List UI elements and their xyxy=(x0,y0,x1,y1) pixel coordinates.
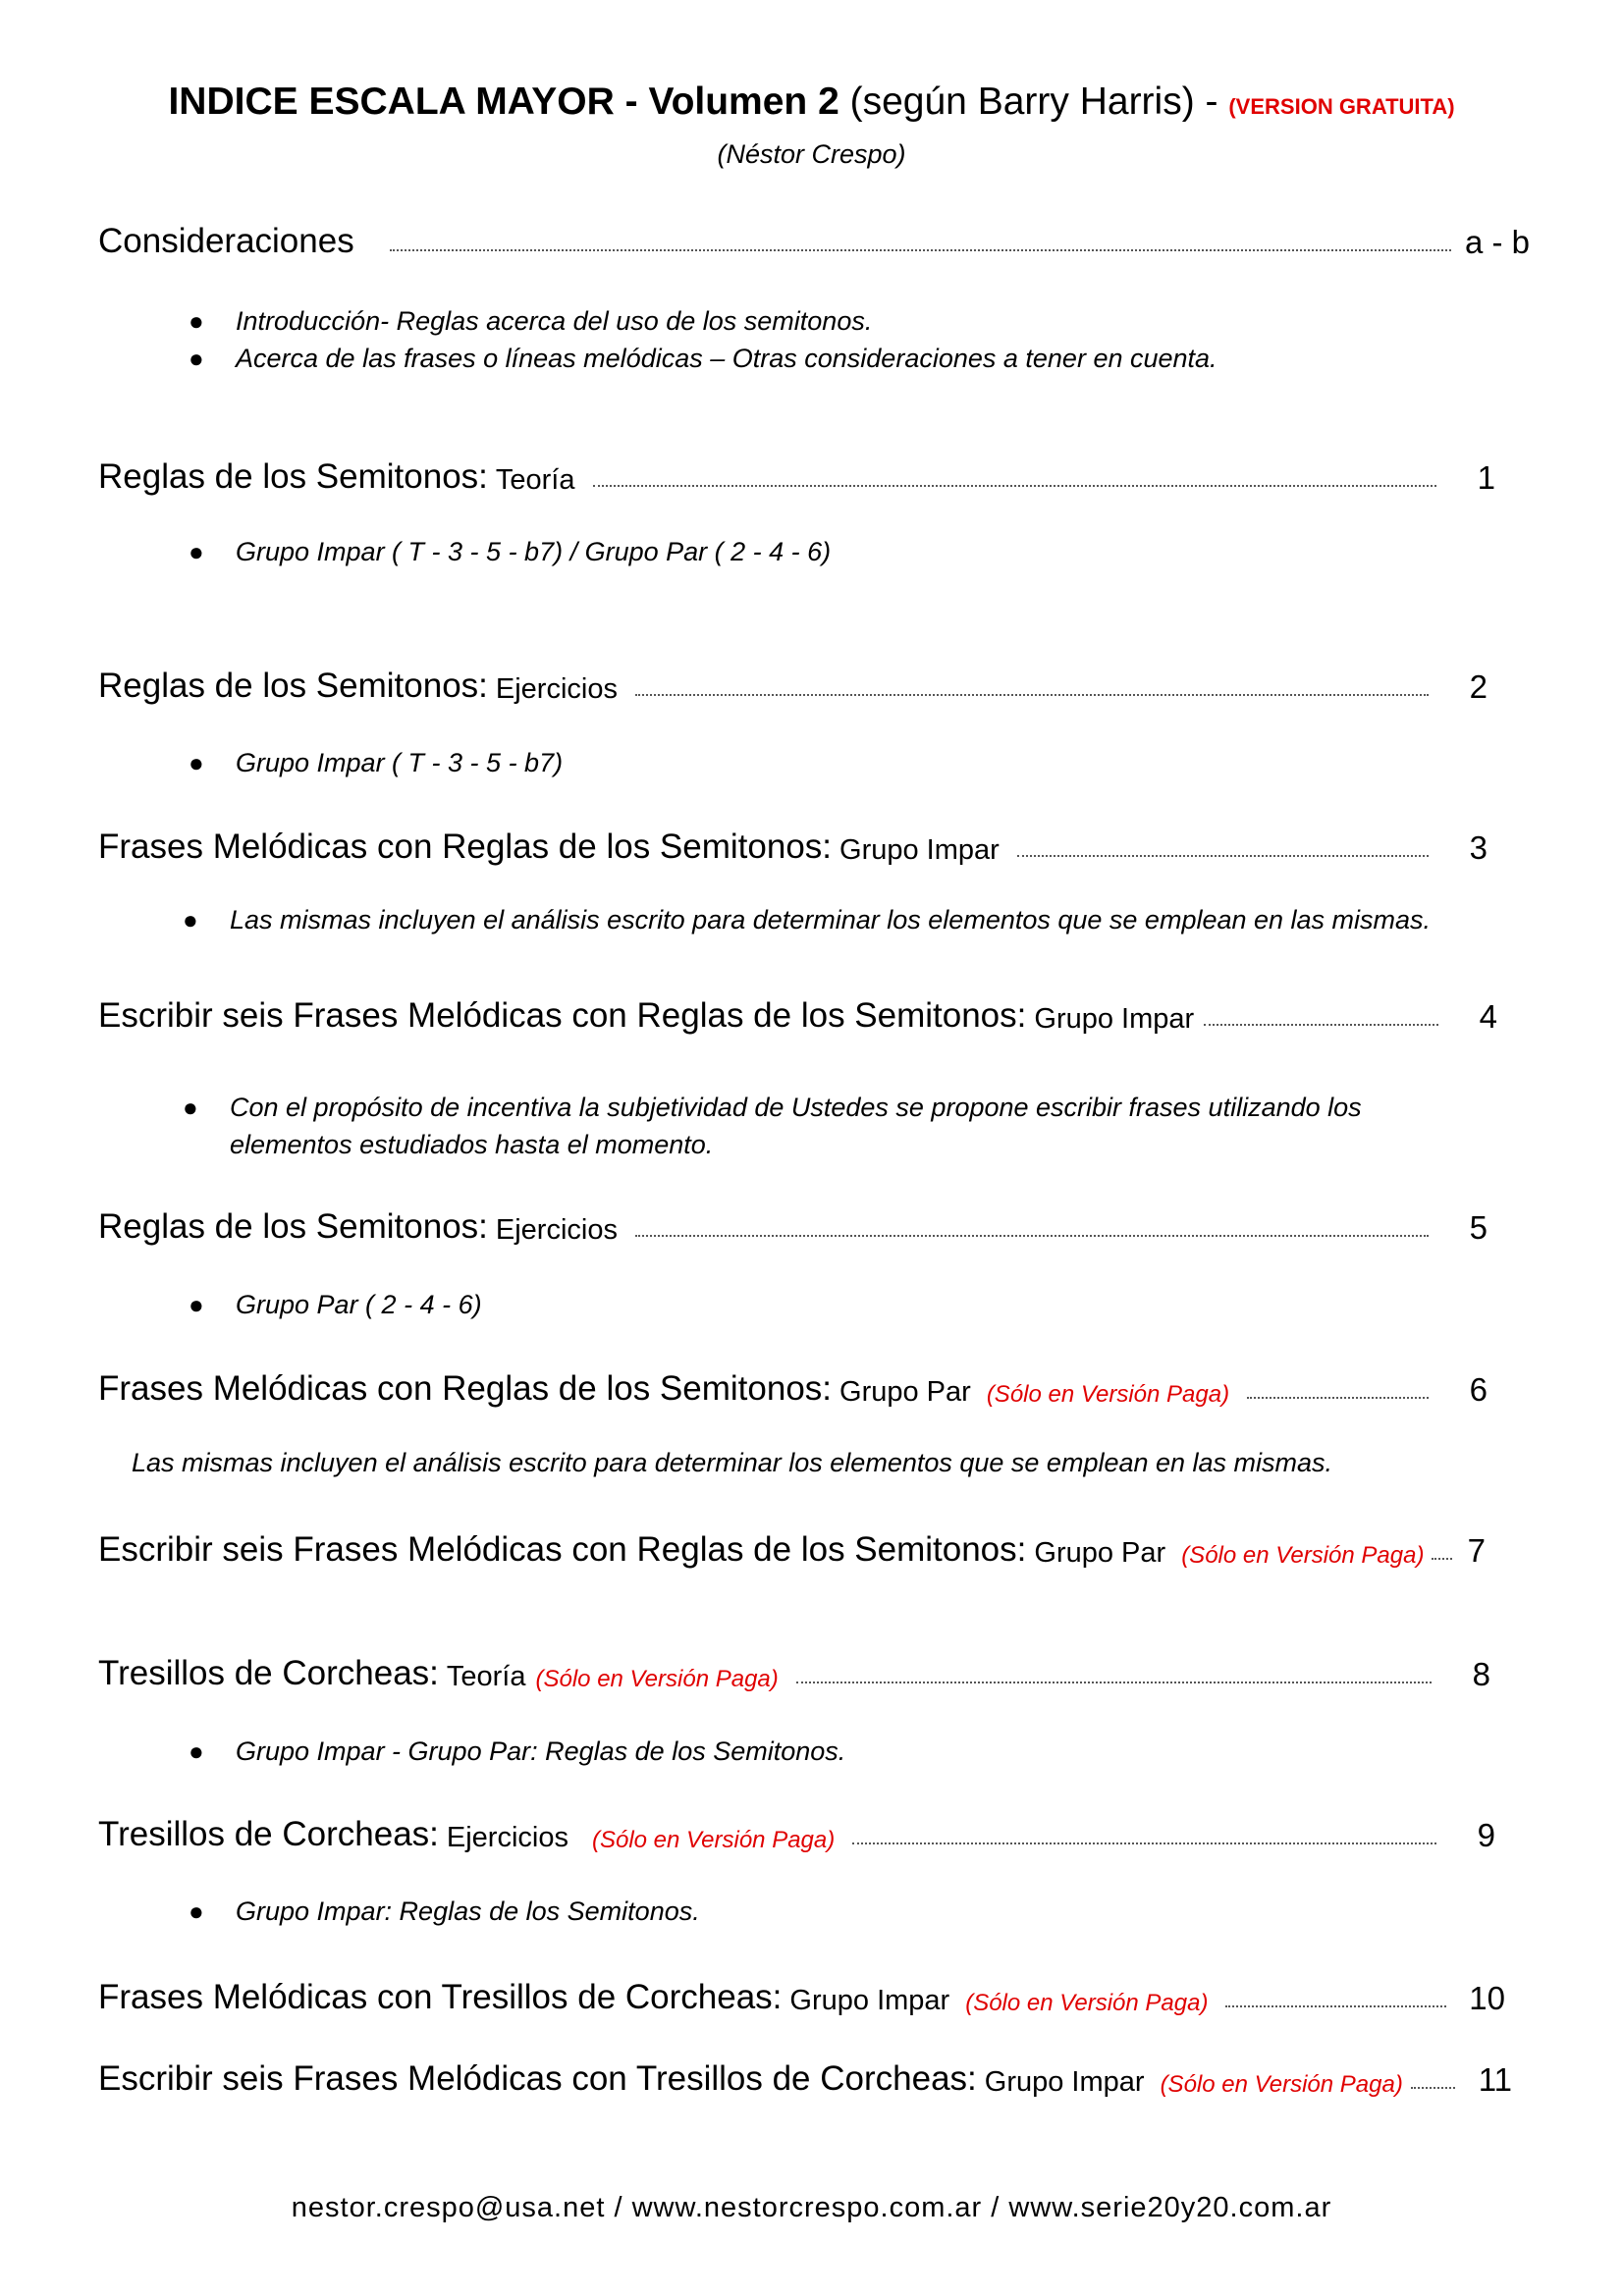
toc-entry[interactable] xyxy=(98,824,1488,867)
bullet-icon: ● xyxy=(183,905,198,934)
entry-subtitle: Ejercicios xyxy=(446,1822,568,1853)
toc-entry[interactable] xyxy=(98,1650,1490,1693)
dot-leader xyxy=(1204,1024,1438,1026)
dot-leader xyxy=(1432,1558,1452,1560)
document-title xyxy=(0,80,1623,124)
list-item: ● Las mismas incluyen el análisis escrito para determinar los elementos que se emplean en las mismas. xyxy=(183,905,1432,934)
entry-page: 8 xyxy=(1472,1656,1490,1692)
entry-subtitle: Teoría xyxy=(446,1661,526,1692)
toc-entry[interactable] xyxy=(98,1203,1488,1247)
dot-leader xyxy=(593,485,1437,487)
dot-leader xyxy=(390,249,1451,251)
entry-title: Escribir seis Frases Melódicas con Reglas de los Semitonos: xyxy=(98,1530,1027,1569)
entry-subtitle: Grupo Par xyxy=(839,1376,971,1408)
list-item: ● Con el propósito de incentiva la subjetividad de Ustedes se propone escribir frases utilizando los xyxy=(183,1093,1362,1122)
entry-subtitle: Grupo Impar xyxy=(1034,1003,1195,1035)
entry-page: 7 xyxy=(1467,1532,1486,1569)
entry-page: 6 xyxy=(1469,1371,1488,1408)
bullet-icon: ● xyxy=(189,1290,204,1319)
dot-leader xyxy=(1247,1397,1429,1399)
entry-subtitle: Teoría xyxy=(495,464,575,496)
bullet-icon: ● xyxy=(189,1896,204,1926)
entry-title: Frases Melódicas con Reglas de los Semitonos: xyxy=(98,1369,833,1408)
entry-subtitle: Grupo Impar xyxy=(789,1985,950,2016)
dot-leader xyxy=(1225,2005,1446,2007)
bullet-icon: ● xyxy=(189,537,204,566)
toc-entry[interactable] xyxy=(98,1811,1495,1854)
entry-subtitle: Grupo Par xyxy=(1034,1537,1166,1569)
entry-title: Tresillos de Corcheas: xyxy=(98,1654,439,1692)
toc-entry[interactable] xyxy=(98,454,1495,497)
dot-leader xyxy=(635,694,1429,696)
list-item: ● Introducción- Reglas acerca del uso de los semitonos. xyxy=(189,306,873,336)
entry-page: 2 xyxy=(1469,668,1488,705)
entry-subtitle: Ejercicios xyxy=(495,673,618,705)
dot-leader xyxy=(852,1842,1436,1844)
dot-leader xyxy=(1017,855,1429,857)
entry-subtitle: Grupo Impar xyxy=(984,2066,1145,2098)
paid-version-note: (Sólo en Versión Paga) xyxy=(965,1990,1209,2016)
entry-title: Consideraciones xyxy=(98,222,354,260)
paid-version-note: (Sólo en Versión Paga) xyxy=(986,1381,1230,1408)
title-main: INDICE ESCALA MAYOR - xyxy=(168,80,649,123)
entry-title: Reglas de los Semitonos: xyxy=(98,1207,488,1246)
entry-subtitle: Ejercicios xyxy=(495,1214,618,1246)
list-item: ● Grupo Impar ( T - 3 - 5 - b7) / Grupo Par ( 2 - 4 - 6) xyxy=(189,537,832,566)
entry-subtitle: Grupo Impar xyxy=(839,834,1000,866)
dot-leader xyxy=(796,1682,1432,1683)
title-volume: Volumen 2 xyxy=(648,80,839,123)
toc-entry[interactable] xyxy=(98,1974,1505,2017)
footer-contact: nestor.crespo@usa.net / www.nestorcrespo.com.ar / www.serie20y20.com.ar xyxy=(291,2192,1332,2223)
dot-leader xyxy=(635,1235,1429,1237)
entry-page: a - b xyxy=(1464,224,1530,260)
list-item: ● Grupo Impar ( T - 3 - 5 - b7) xyxy=(189,748,564,777)
list-item: ● Acerca de las frases o líneas melódicas – Otras consideraciones a tener en cuenta. xyxy=(189,344,1217,373)
entry-title: Tresillos de Corcheas: xyxy=(98,1815,439,1853)
paid-version-note: (Sólo en Versión Paga) xyxy=(535,1666,779,1692)
toc-entry[interactable] xyxy=(98,1526,1486,1570)
bullet-icon: ● xyxy=(189,1736,204,1766)
dot-leader xyxy=(1411,2087,1455,2089)
entry-title: Escribir seis Frases Melódicas con Tresillos de Corcheas: xyxy=(98,2059,977,2098)
bullet-icon: ● xyxy=(189,344,204,373)
paid-version-note: (Sólo en Versión Paga) xyxy=(591,1827,836,1853)
bullet-icon: ● xyxy=(189,748,204,777)
entry-note: Las mismas incluyen el análisis escrito para determinar los elementos que se emplean en las mismas. xyxy=(132,1448,1333,1477)
entry-title: Reglas de los Semitonos: xyxy=(98,457,488,496)
list-item: ● Grupo Impar - Grupo Par: Reglas de los Semitonos. xyxy=(189,1736,846,1766)
entry-page: 1 xyxy=(1477,459,1495,496)
entry-title: Reglas de los Semitonos: xyxy=(98,667,488,705)
version-tag: (VERSION GRATUITA) xyxy=(1228,94,1455,119)
bullet-icon: ● xyxy=(189,306,204,336)
entry-title: Frases Melódicas con Reglas de los Semitonos: xyxy=(98,828,833,866)
toc-entry[interactable] xyxy=(98,218,1530,261)
paid-version-note: (Sólo en Versión Paga) xyxy=(1181,1542,1425,1569)
entry-page: 11 xyxy=(1478,2061,1512,2098)
entry-page: 10 xyxy=(1469,1980,1505,2016)
toc-entry[interactable] xyxy=(98,1365,1488,1409)
entry-page: 3 xyxy=(1469,829,1488,866)
list-item: ● Grupo Par ( 2 - 4 - 6) xyxy=(189,1290,482,1319)
bullet-icon: ● xyxy=(183,1093,198,1122)
entry-page: 9 xyxy=(1477,1817,1495,1853)
entry-page: 4 xyxy=(1479,998,1497,1035)
entry-title: Frases Melódicas con Tresillos de Corcheas: xyxy=(98,1978,783,2016)
paid-version-note: (Sólo en Versión Paga) xyxy=(1160,2071,1403,2098)
entry-page: 5 xyxy=(1469,1209,1488,1246)
toc-entry[interactable] xyxy=(98,663,1488,706)
document-author: (Néstor Crespo) xyxy=(717,139,906,169)
entry-title: Escribir seis Frases Melódicas con Reglas de los Semitonos: xyxy=(98,996,1027,1035)
list-item-continuation: elementos estudiados hasta el momento. xyxy=(230,1130,714,1159)
list-item: ● Grupo Impar: Reglas de los Semitonos. xyxy=(189,1896,700,1926)
toc-entry[interactable] xyxy=(98,2056,1512,2099)
title-rest: (según Barry Harris) - xyxy=(839,80,1229,123)
toc-entry[interactable] xyxy=(98,992,1497,1036)
